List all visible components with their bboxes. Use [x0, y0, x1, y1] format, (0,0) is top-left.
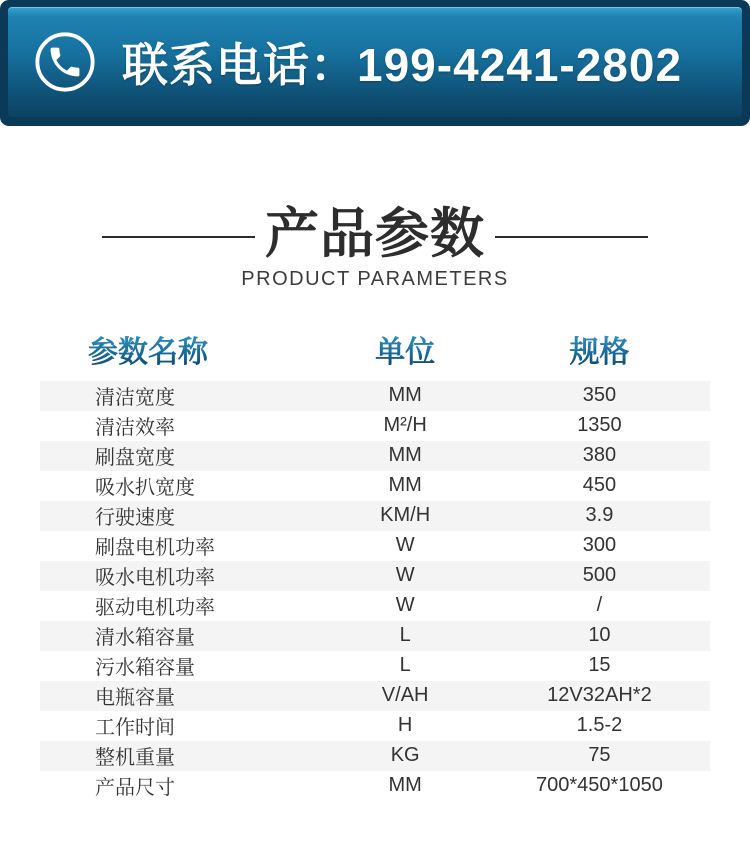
param-name-cell: 产品尺寸: [95, 777, 175, 800]
spec-cell: 75: [588, 744, 611, 767]
spec-cell: 700*450*1050: [536, 774, 663, 797]
table-body: [40, 381, 710, 801]
table-row: [40, 591, 710, 621]
param-name-cell: 吸水扒宽度: [95, 477, 195, 500]
phone-icon: [34, 31, 96, 93]
table-row: [40, 441, 710, 471]
table-row: [40, 561, 710, 591]
unit-cell: MM: [388, 774, 422, 797]
col-header-unit: 单位: [321, 327, 489, 371]
spec-cell: 450: [582, 474, 617, 497]
spec-cell: 12V32AH*2: [547, 684, 652, 707]
contact-phone-label: 联系电话：: [122, 39, 357, 91]
spec-cell: 380: [582, 444, 617, 467]
param-name-cell: 工作时间: [95, 717, 175, 740]
param-name-cell: 污水箱容量: [95, 657, 195, 680]
unit-cell: M²/H: [383, 414, 427, 437]
param-name-cell: 电瓶容量: [95, 687, 175, 710]
unit-cell: L: [399, 654, 411, 677]
table-row: [40, 651, 710, 681]
spec-cell: /: [596, 594, 603, 617]
table-row: [40, 531, 710, 561]
param-name-cell: 驱动电机功率: [95, 597, 215, 620]
contact-phone-text: [122, 29, 682, 95]
page-title: 产品参数: [265, 204, 485, 264]
table-row: [40, 711, 710, 741]
table-header-row: [40, 327, 710, 381]
param-name-cell: 吸水电机功率: [95, 567, 215, 590]
table-row: [40, 681, 710, 711]
param-name-cell: 刷盘宽度: [95, 447, 175, 470]
param-name-cell: 行驶速度: [95, 507, 175, 530]
title-line-right: [495, 236, 648, 238]
unit-cell: V/AH: [381, 684, 429, 707]
unit-cell: KM/H: [380, 504, 431, 527]
page-subtitle: PRODUCT PARAMETERS: [241, 267, 509, 290]
spec-cell: 1.5-2: [576, 714, 623, 737]
param-name-cell: 清水箱容量: [95, 627, 195, 650]
table-row: [40, 381, 710, 411]
unit-cell: MM: [388, 444, 422, 467]
title-row: [0, 206, 750, 263]
spec-cell: 300: [582, 534, 617, 557]
unit-cell: W: [395, 594, 415, 617]
unit-cell: W: [395, 534, 415, 557]
table-row: [40, 771, 710, 801]
unit-cell: MM: [388, 384, 422, 407]
col-header-spec: 规格: [489, 327, 710, 371]
unit-cell: MM: [388, 474, 422, 497]
table-row: [40, 741, 710, 771]
unit-cell: H: [397, 714, 413, 737]
spec-cell: 10: [588, 624, 611, 647]
spec-cell: 15: [588, 654, 611, 677]
param-name-cell: 整机重量: [95, 747, 175, 770]
table-row: [40, 471, 710, 501]
spec-cell: 500: [582, 564, 617, 587]
contact-banner: [0, 0, 750, 126]
unit-cell: L: [399, 624, 411, 647]
col-header-param-name: 参数名称: [40, 327, 321, 371]
unit-cell: KG: [390, 744, 420, 767]
spec-cell: 350: [582, 384, 617, 407]
table-row: [40, 621, 710, 651]
table-row: [40, 501, 710, 531]
spec-cell: 1350: [577, 414, 622, 437]
section-title-block: [0, 206, 750, 291]
unit-cell: W: [395, 564, 415, 587]
contact-banner-inner: [8, 7, 742, 117]
param-name-cell: 刷盘电机功率: [95, 537, 215, 560]
parameters-table: [40, 327, 710, 801]
param-name-cell: 清洁宽度: [95, 387, 175, 410]
param-name-cell: 清洁效率: [95, 417, 175, 440]
title-line-left: [102, 236, 255, 238]
table-row: [40, 411, 710, 441]
contact-phone-number: 199-4241-2802: [357, 39, 683, 91]
spec-cell: 3.9: [585, 504, 614, 527]
